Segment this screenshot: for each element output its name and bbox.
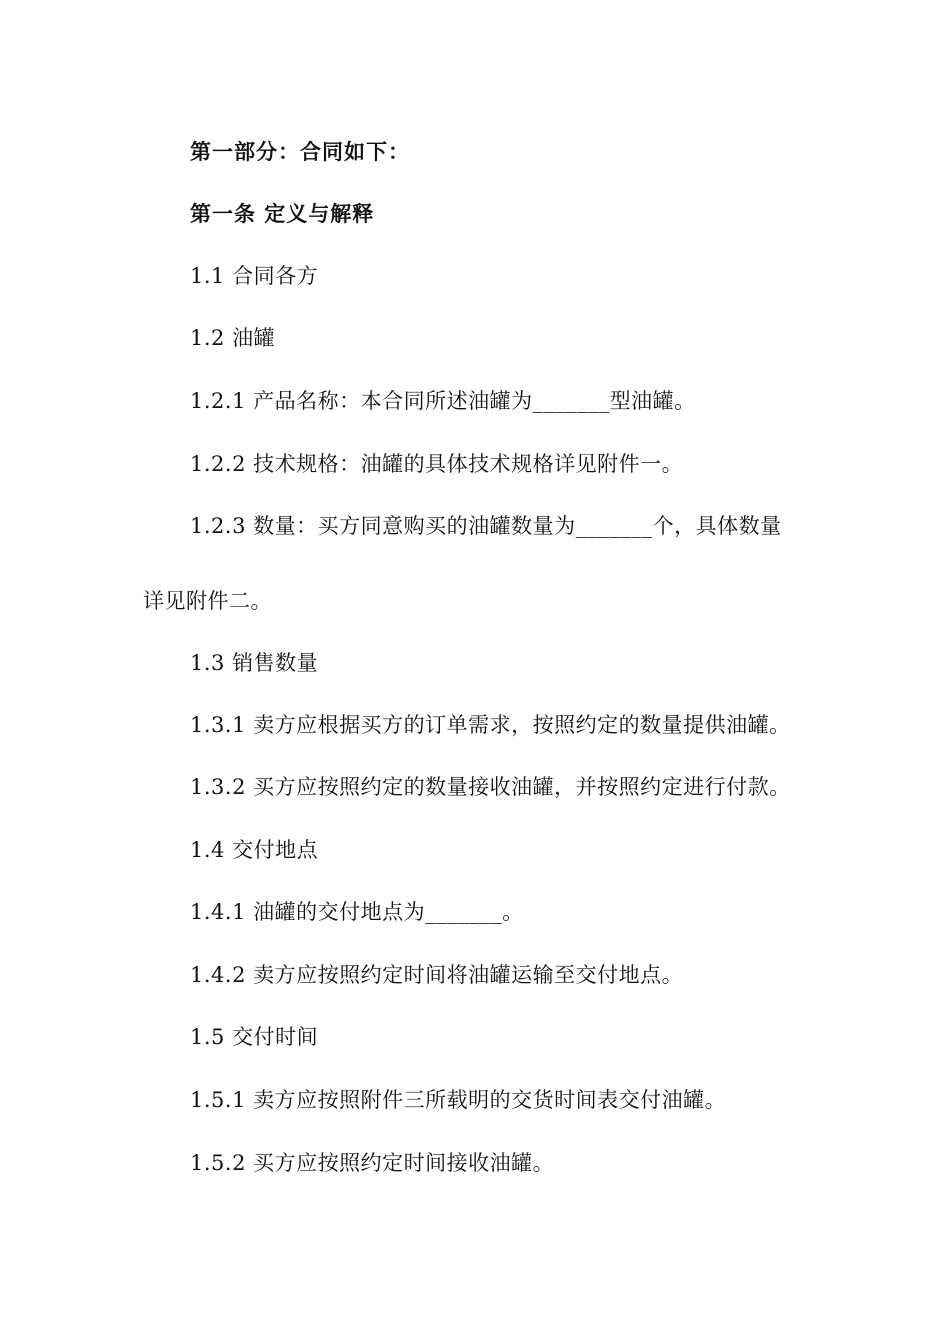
part-heading: 第一部分：合同如下： [190,140,410,164]
clause-1-3-2: 1.3.2 买方应按照约定的数量接收油罐，并按照约定进行付款。 [190,775,791,799]
clause-1-5-2: 1.5.2 买方应按照约定时间接收油罐。 [190,1151,555,1175]
clause-1-3-1: 1.3.1 卖方应根据买方的订单需求，按照约定的数量提供油罐。 [190,713,791,737]
clause-1-5: 1.5 交付时间 [190,1025,319,1049]
clause-1-2-3: 1.2.3 数量：买方同意购买的油罐数量为_______个，具体数量 [190,514,782,538]
clause-1-2-3-continued: 详见附件二。 [143,589,272,613]
clause-1-5-1: 1.5.1 卖方应按照附件三所载明的交货时间表交付油罐。 [190,1088,727,1112]
clause-1-4-1: 1.4.1 油罐的交付地点为_______。 [190,900,524,924]
clause-1-2-1: 1.2.1 产品名称：本合同所述油罐为_______型油罐。 [190,389,696,413]
clause-1-4-2: 1.4.2 卖方应按照约定时间将油罐运输至交付地点。 [190,963,684,987]
clause-1-2: 1.2 油罐 [190,326,276,350]
clause-1-3: 1.3 销售数量 [190,651,319,675]
article-heading: 第一条 定义与解释 [190,202,375,226]
clause-1-1: 1.1 合同各方 [190,264,319,288]
clause-1-2-2: 1.2.2 技术规格：油罐的具体技术规格详见附件一。 [190,452,684,476]
clause-1-4: 1.4 交付地点 [190,838,319,862]
